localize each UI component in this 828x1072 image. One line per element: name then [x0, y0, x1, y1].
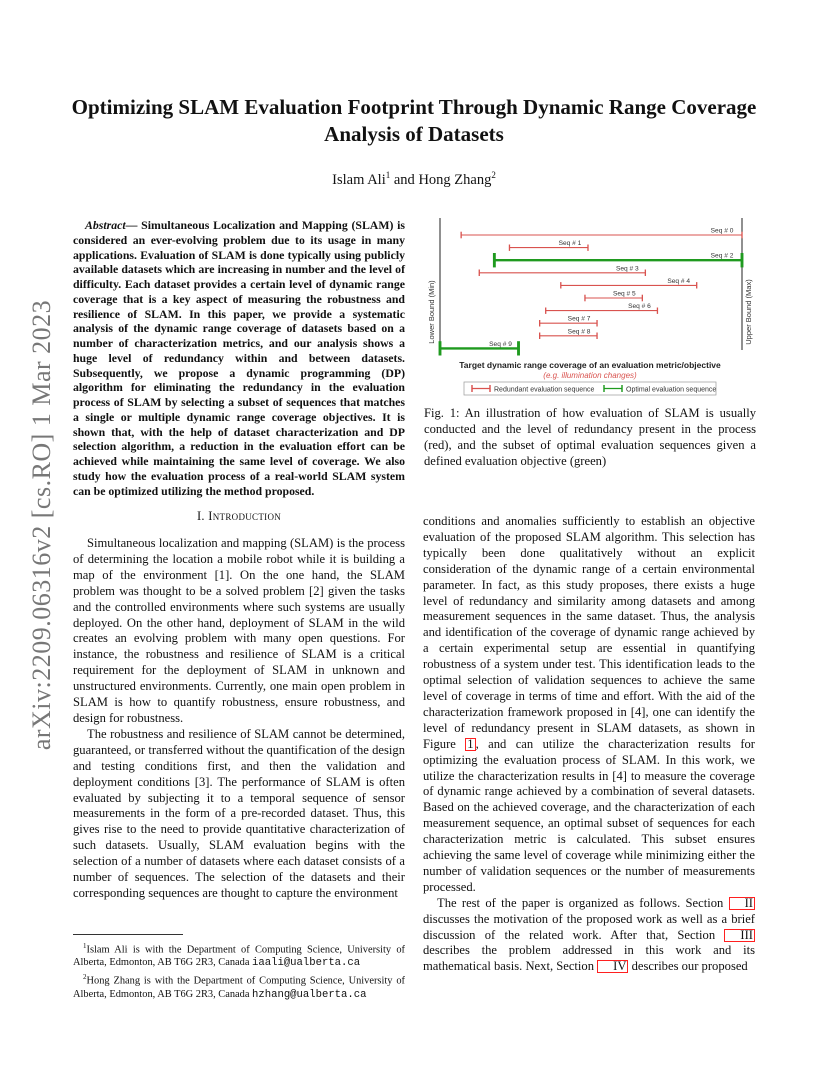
arxiv-stamp [22, 290, 62, 760]
paragraph-text: describes our proposed [628, 959, 748, 974]
right-axis-label: Upper Bound (Max) [744, 279, 753, 345]
interval-label: Seq # 7 [567, 315, 591, 323]
paragraph: Simultaneous localization and mapping (SLAM) is the process of determining the location a mobile robot while it is building a map of the environment [1]. On the one hand, the SLAM problem was thought to be a solved problem [2] given the tasks and the controlled environments where such systems are usually deployed. On the other hand, deployment of SLAM in the wild creates an evolving problem with many open questions. For instance, the robustness and resilience of SLAM is a critical requirement for the deployment of SLAM in unknown and unstructured environments. Currently, one main open problem in SLAM is how to quantify robustness, ensure robustness, and design for robustness. [73, 536, 405, 725]
section-heading-introduction [73, 509, 405, 524]
interval-label: Seq # 2 [710, 252, 734, 260]
email-link[interactable]: hzhang@ualberta.ca [252, 988, 367, 1001]
footnote-marker: 2 [83, 973, 87, 982]
footnote-rule [73, 934, 183, 935]
author-2-affiliation: 2 [491, 170, 496, 180]
figure-reference-link[interactable]: 1 [467, 736, 474, 751]
figure-1 [426, 212, 754, 402]
abstract-dash: — [125, 218, 142, 232]
author-1-affiliation: 1 [385, 170, 391, 180]
left-column-body [73, 536, 405, 902]
paragraph [423, 896, 755, 976]
section-reference-link[interactable]: III [724, 929, 755, 942]
abstract [73, 218, 405, 498]
paragraph-text: The rest of the paper is organized as follows. Section [437, 895, 729, 910]
left-axis-label: Lower Bound (Min) [427, 280, 436, 344]
paragraph-text: describes the problem addressed in this work and its mathematical basis. Next, Section [423, 943, 755, 974]
footnotes [73, 940, 405, 1003]
legend-green-label: Optimal evaluation sequence [626, 386, 717, 394]
footnote-text: Hong Zhang is with the Department of Computing Science, University of Alberta, Edmonton, AB T6G 2R3, Canada [73, 975, 405, 1000]
interval-label: Seq # 6 [628, 303, 651, 311]
author-conjunction: and [390, 171, 419, 188]
interval-label: Seq # 3 [615, 265, 639, 273]
interval-label: Seq # 5 [612, 290, 636, 298]
section-reference-link[interactable]: IV [597, 960, 628, 973]
figure-caption: Fig. 1: An illustration of how evaluation of SLAM is usually conducted and the level of redundancy present in the process (red), and the subset of optimal evaluation sequences given a defined evaluation objective (green) [424, 406, 756, 468]
abstract-text: Simultaneous Localization and Mapping (SLAM) is considered an ever-evolving problem due to its usage in many applications. Evaluation of SLAM is done typically using publicly available datasets which are increasing in number and the level of difficulty. Each dataset provides a certain level of dynamic range coverage that is a key aspect of measuring the robustness and resilience of SLAM. In this paper, we provide a systematic analysis of the dynamic range coverage of datasets based on a number of characterization metrics, and our analysis shows a huge level of redundancy within and between datasets. Subsequently, we propose a dynamic programming (DP) algorithm for eliminating the redundancy in the evaluation process of SLAM by selecting a subset of sequences that matches a single or multiple dynamic range coverage objectives. It is shown that, with the help of dataset characterization and DP selection algorithm, a reduction in the evaluation effort can be achieved while maintaining the same level of coverage. We also study how the evaluation process of a real-world SLAM system can be optimized utilizing the method proposed. [73, 218, 405, 498]
paragraph [423, 514, 755, 896]
author-1: Islam Ali [332, 171, 386, 188]
footnote-text: Islam Ali is with the Department of Computing Science, University of Alberta, Edmonton, AB T6G 2R3, Canada [73, 944, 405, 969]
paragraph-text: conditions and anomalies sufficiently to establish an objective evaluation of the proposed SLAM algorithm. This selection has typically been done qualitatively without an explicit consideration of the dynamic range of a certain environmental parameter. In fact, as this study proposes, there exists a huge level of redundancy and similarity among datasets and among measurement sequences in the same dataset. Thus, the analysis and identification of the coverage of dynamic range achieved by a certain experimental setup are essential in quantifying robustness of a system under test. This identification leads to the optimal selection of validation sequences to achieve the same level of coverage in terms of time and effort. With the aid of the characterization framework proposed in [4], one can identify the level of redundancy present in SLAM datasets, as shown in Figure [423, 514, 755, 751]
interval-label: Seq # 1 [558, 240, 582, 248]
paragraph: The robustness and resilience of SLAM cannot be determined, guaranteed, or transferred without the quantification of the design and testing conditions first, and then the validation and deployment conditions [3]. The performance of SLAM is often evaluated by subjecting it to a temporal sequence of sensor measurements in the form of a pre-recorded dataset. Thus, this gives rise to the need to provide quantitative characterization of such datasets. Usually, SLAM evaluation begins with the selection of a number of datasets where each dataset consists of a number of sequences. The selection of the datasets and their corresponding sequences are thought to capture the environment [73, 726, 405, 900]
footnote-2 [73, 971, 405, 1001]
footnote-1 [73, 940, 405, 970]
interval-label: Seq # 4 [667, 277, 691, 285]
legend-red-label: Redundant evaluation sequence [494, 386, 595, 394]
x-axis-label: Target dynamic range coverage of an evaluation metric/objective [459, 360, 721, 370]
section-number: I. [196, 509, 209, 523]
x-axis-note: (e.g. illumination changes) [543, 371, 637, 380]
footnote-marker: 1 [83, 942, 87, 950]
paragraph-text: , and can utilize the characterization results for optimizing the evaluation process of SLAM. In this work, we utilize the characterization results in [4] to measure the coverage of dynamic range achieved by a combination of several datasets. Based on the achieved coverage, and the characterization of each measurement sequence, an optimal subset of sequences for each characterization metric is calculated. This subset ensures achieving the same level of coverage while minimizing either the number of validation sequences or the number of measurements processed. [423, 736, 755, 894]
section-reference-link[interactable]: II [729, 897, 755, 910]
right-column-body [423, 514, 755, 975]
interval-label: Seq # 8 [567, 328, 591, 336]
author-2: Hong Zhang [418, 171, 492, 188]
interval-chart [426, 212, 754, 402]
interval-label: Seq # 0 [710, 227, 734, 235]
section-title: Introduction [208, 509, 282, 523]
author-line [60, 170, 768, 189]
email-link[interactable]: iaali@ualberta.ca [252, 957, 361, 970]
paper-title: Optimizing SLAM Evaluation Footprint Through Dynamic Range Coverage Analysis of Datasets [71, 95, 757, 146]
paragraph-text: discusses the motivation of the proposed work as well as a brief discussion of the related work. After that, Section [423, 911, 755, 942]
interval-label: Seq # 9 [489, 340, 512, 348]
intervals-group [440, 228, 742, 349]
arxiv-identifier: arXiv:2209.06316v2 [cs.RO] 1 Mar 2023 [27, 299, 56, 751]
abstract-label: Abstract [85, 218, 126, 232]
